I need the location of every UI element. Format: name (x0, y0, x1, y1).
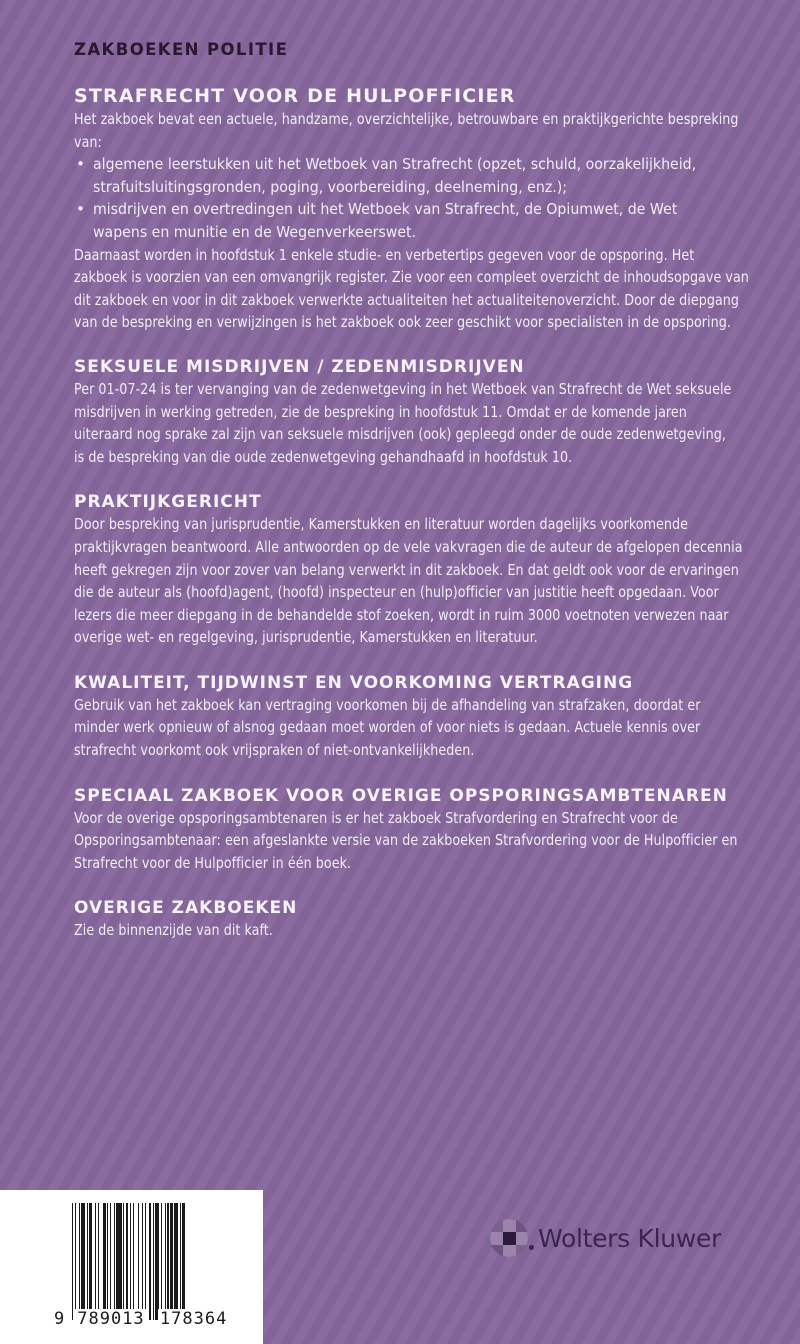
section-kwaliteit (74, 672, 754, 762)
section-heading: SPECIAAL ZAKBOEK VOOR OVERIGE OPSPORINGSAMBTENAREN (74, 785, 728, 806)
section-heading: OVERIGE ZAKBOEKEN (74, 898, 298, 919)
section-heading: SEKSUELE MISDRIJVEN / ZEDENMISDRIJVEN (74, 356, 525, 377)
bullet-icon: • (76, 200, 85, 219)
section-intro: Het zakboek bevat een actuele, handzame, overzichtelijke, betrouwbare en praktijkgerichte bespreking van: (74, 110, 739, 151)
barcode-icon (72, 1203, 244, 1320)
publisher-logo (490, 1219, 721, 1257)
section-body: Voor de overige opsporingsambtenaren is er het zakboek Strafvordering en Strafrecht voor de Opsporingsambtenaar: een afgeslankte versie van de zakboeken Strafvordering voor de Hulpofficier en Strafrecht voor de Hulpofficier in één boek. (74, 808, 738, 872)
topic-list (74, 153, 754, 243)
section-praktijkgericht (74, 491, 754, 649)
section-body: Door bespreking van jurisprudentie, Kamerstukken en literatuur worden dagelijks voorkomende praktijkvragen beantwoord. Alle antwoorden op de vele vakvragen die de auteur de afgelopen decennia heeft gekregen zijn voor zover van belang verwerkt in dit zakboek. En dat geldt ook voor de ervaringen die de auteur als (hoofd)agent, (hoofd) inspecteur en (hulp)officier van justitie heeft opgedaan. Voor lezers die meer diepgang in de behandelde stof zoeken, wordt in ruim 3000 voetnoten verwezen naar overige wet- en regelgeving, jurisprudentie, Kamerstukken en literatuur. (74, 515, 743, 647)
section-seksuele-misdrijven (74, 356, 754, 468)
section-heading: PRAKTIJKGERICHT (74, 492, 262, 513)
section-body: Per 01-07-24 is ter vervanging van de zedenwetgeving in het Wetboek van Strafrecht de Wet seksuele misdrijven in werking getreden, zie de bespreking in hoofdstuk 11. Omdat er de komende jaren uiteraard nog sprake zal zijn van seksuele misdrijven (ook) gepleegd onder de oude zedenwetgeving, is de bespreking van die oude zedenwetgeving gehandhaafd in hoofdstuk 10. (74, 379, 732, 466)
wolters-kluwer-logo-icon (490, 1219, 528, 1257)
section-body: Zie de binnenzijde van dit kaft. (74, 921, 273, 940)
section-strafrecht (74, 84, 754, 334)
logo-dot-icon (529, 1245, 534, 1250)
publisher-name: Wolters Kluwer (538, 1223, 722, 1253)
section-body: Gebruik van het zakboek kan vertraging voorkomen bij de afhandeling van strafzaken, doordat er minder werk opnieuw of alsnog gedaan moet worden of voor niets is gedaan. Actuele kennis over strafrecht voorkomt ook vrijspraken of niet-ontvankelijkheden. (74, 695, 701, 760)
section-body: Daarnaast worden in hoofdstuk 1 enkele studie- en verbetertips gegeven voor de opsporing. Het zakboek is voorzien van een omvangrijk register. Zie voor een compleet overzicht de inhoudsopgave van dit zakboek en voor in dit zakboek verwerkte actualiteiten het actualiteitenoverzicht. Door de diepgang van de bespreking en verwijzingen is het zakboek ook zeer geschikt voor specialisten in de opsporing. (74, 245, 749, 332)
section-heading: KWALITEIT, TIJDWINST EN VOORKOMING VERTRAGING (74, 672, 634, 693)
section-overige-zakboeken (74, 897, 754, 942)
list-item: • algemene leerstukken uit het Wetboek van Strafrecht (opzet, schuld, oorzakelijkheid, strafuitsluitingsgronden, poging, voorbereiding, deelneming, enz.); (76, 155, 697, 196)
list-item: • misdrijven en overtredingen uit het Wetboek van Strafrecht, de Opiumwet, de Wet wapens en munitie en de Wegenverkeerswet. (76, 200, 678, 241)
section-speciaal-zakboek (74, 785, 754, 875)
back-cover-text (74, 84, 754, 965)
barcode-box (0, 1190, 263, 1344)
bullet-icon: • (76, 155, 85, 174)
isbn-number: 9 789013 178364 (54, 1309, 228, 1329)
section-heading: STRAFRECHT VOOR DE HULPOFFICIER (74, 85, 516, 107)
series-title: ZAKBOEKEN POLITIE (74, 40, 289, 59)
